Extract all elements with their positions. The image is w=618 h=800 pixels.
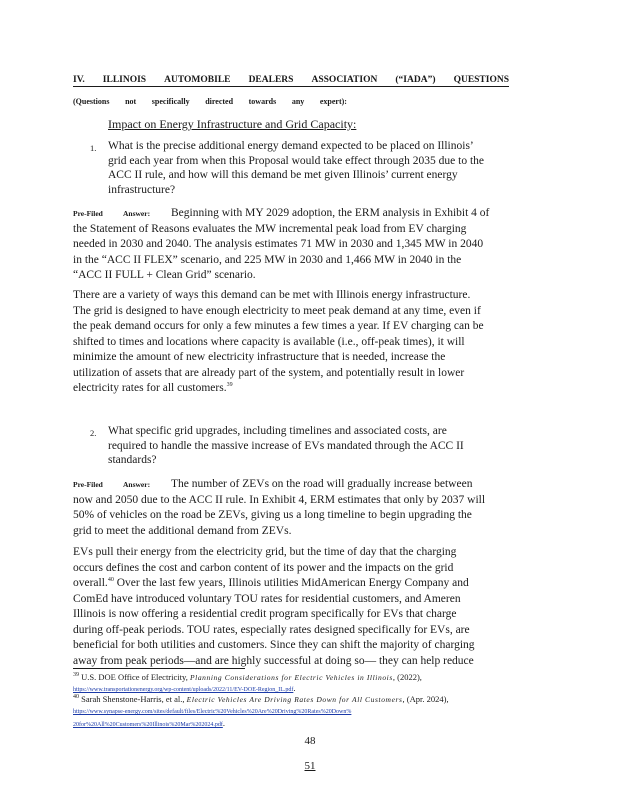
footnote-date: , (2022), bbox=[392, 672, 422, 682]
text-line: now and 2050 due to the ACC II rule. In Exhibit 4, ERM estimates that only by 2037 will bbox=[73, 493, 486, 506]
footnote-link[interactable]: 20for%20All%20Customers%20Illinois%20Mar%202024.pdf bbox=[73, 722, 223, 728]
footnote-title: Planning Considerations for Electric Vehicles in Illinois bbox=[189, 673, 393, 682]
text-line bbox=[73, 718, 509, 731]
text-line: required to handle the massive increase of EVs mandated through the ACC II bbox=[108, 439, 464, 452]
heading-word: IV. bbox=[73, 75, 85, 85]
text-line: beneficial for both utilities and customers. Since they can shift the majority of charging bbox=[73, 639, 475, 651]
footnote-39 bbox=[73, 672, 509, 696]
text-line: standards? bbox=[108, 454, 157, 467]
paragraph bbox=[73, 545, 509, 669]
footnote-author: Sarah Shenstone-Harris, et al., bbox=[79, 694, 187, 704]
text-line: the peak demand occurs for only a few minutes a few times a year. If EV charging can be bbox=[73, 320, 484, 332]
text-line: utilization of assets that are already part of the system, and potentially result in lower bbox=[73, 366, 465, 379]
heading-word: (“IADA”) bbox=[395, 75, 436, 85]
text-line: away from peak periods—and are highly successful at doing so— they can help reduce bbox=[73, 654, 474, 667]
text-line: What specific grid upgrades, including timelines and associated costs, are bbox=[108, 425, 447, 437]
subheading-word: specifically bbox=[151, 97, 190, 106]
heading-word: QUESTIONS bbox=[453, 75, 509, 85]
section-heading bbox=[73, 74, 509, 87]
heading-word: DEALERS bbox=[248, 75, 294, 85]
text-line: ComEd have introduced voluntary TOU rates for residential customers, and Ameren bbox=[73, 592, 461, 605]
text-line: in the “ACC II FLEX” scenario, and 225 MW in 2030 and 1,466 MW in 2040 in the bbox=[73, 253, 462, 266]
text-line bbox=[73, 381, 509, 397]
answer-label: Answer: bbox=[123, 209, 151, 218]
text-line: There are a variety of ways this demand can be met with Illinois energy infrastructure. bbox=[73, 289, 471, 301]
text-line: Illinois is now offering a residential credit program specifically for EVs that charge bbox=[73, 608, 457, 620]
subheading-word: towards bbox=[248, 97, 277, 106]
subheading-word: any bbox=[291, 97, 305, 106]
line-text: overall. bbox=[73, 577, 108, 589]
text-line: ACC II rule, and how will this demand be met given Illinois’ current energy bbox=[108, 169, 458, 182]
footnote-ref: 39 bbox=[226, 382, 233, 389]
answer-1 bbox=[73, 206, 509, 284]
answer-2 bbox=[73, 477, 509, 539]
footnote-title: Electric Vehicles Are Driving Rates Down for All Customers bbox=[186, 695, 403, 704]
footnote-date: , (Apr. 2024), bbox=[402, 694, 449, 704]
text-line bbox=[73, 694, 509, 705]
question-number: 2. bbox=[90, 428, 97, 438]
heading-word: AUTOMOBILE bbox=[164, 75, 231, 85]
text-line bbox=[73, 705, 509, 718]
heading-word: ILLINOIS bbox=[102, 75, 147, 85]
text-line bbox=[73, 477, 509, 493]
footnote-divider bbox=[73, 668, 245, 669]
line-text: electricity rates for all customers. bbox=[73, 382, 227, 394]
text-line: during off-peak periods. TOU rates, especially rates designed specifically for EVs, are bbox=[73, 623, 470, 636]
prefiled-label: Pre-Filed bbox=[73, 480, 103, 489]
footnote-number: 39 bbox=[73, 672, 79, 679]
text-line: EVs pull their energy from the electricity grid, but the time of day that the charging bbox=[73, 546, 457, 558]
question-1 bbox=[108, 139, 508, 197]
footnote-author: U.S. DOE Office of Electricity, bbox=[79, 672, 190, 682]
answer-first-line: The number of ZEVs on the road will gradually increase between bbox=[171, 478, 473, 490]
text-line: occurs defines the cost and carbon content of its power and the impacts on the grid bbox=[73, 561, 454, 574]
footnote-number: 40 bbox=[73, 694, 79, 701]
answer-first-line: Beginning with MY 2029 adoption, the ERM analysis in Exhibit 4 of bbox=[171, 207, 490, 219]
pdf-page-number: 51 bbox=[304, 760, 316, 772]
footnote-tail: . bbox=[293, 683, 296, 693]
question-number: 1. bbox=[90, 143, 97, 153]
subheading-word: (Questions bbox=[73, 97, 110, 106]
heading-word: ASSOCIATION bbox=[311, 75, 378, 85]
line-text: Over the last few years, Illinois utilities MidAmerican Energy Company and bbox=[113, 577, 469, 589]
subheading-word: not bbox=[125, 97, 137, 106]
footnote-tail: . bbox=[222, 718, 225, 728]
document-page-number: 48 bbox=[304, 735, 316, 747]
footnote-40 bbox=[73, 694, 509, 731]
text-line: infrastructure? bbox=[108, 183, 176, 196]
text-line: “ACC II FULL + Clean Grid” scenario. bbox=[73, 269, 256, 281]
text-line: minimize the amount of new electricity infrastructure that is needed, increase the bbox=[73, 351, 446, 363]
text-line: shifted to times and locations where capacity is available (i.e., off-peak times), it will bbox=[73, 335, 465, 348]
section-title: Impact on Energy Infrastructure and Grid Capacity: bbox=[108, 117, 357, 131]
text-line: the Statement of Reasons evaluates the MW incremental peak load from EV charging bbox=[73, 222, 467, 235]
prefiled-label: Pre-Filed bbox=[73, 209, 103, 218]
text-line bbox=[73, 206, 509, 222]
text-line: 50% of vehicles on the road be ZEVs, giving us a long timeline to begin upgrading the bbox=[73, 509, 472, 521]
text-line bbox=[73, 576, 509, 592]
answer-label: Answer: bbox=[123, 480, 151, 489]
footnote-link[interactable]: https://www.transportationenergy.org/wp-content/uploads/2022/11/EV-DOE-Region_IL.pdf bbox=[73, 687, 294, 693]
text-line: grid each year from when this Proposal would take effect through 2035 due to the bbox=[108, 154, 484, 167]
text-line: The grid is designed to have enough electricity to meet peak demand at any time, even if bbox=[73, 304, 481, 317]
question-2 bbox=[108, 424, 508, 468]
subheading bbox=[73, 97, 347, 106]
footnote-ref: 40 bbox=[107, 577, 114, 584]
text-line bbox=[73, 672, 509, 683]
text-line: What is the precise additional energy demand expected to be placed on Illinois’ bbox=[108, 140, 474, 152]
paragraph bbox=[73, 288, 509, 397]
text-line: grid to meet the additional demand from ZEVs. bbox=[73, 524, 292, 537]
subheading-word: directed bbox=[205, 97, 234, 106]
footnote-link[interactable]: https://www.synapse-energy.com/sites/default/files/Electric%20Vehicles%20Are%20Driving%20Rates%20Down% bbox=[73, 709, 352, 715]
text-line: needed in 2030 and 2040. The analysis estimates 71 MW in 2030 and 1,345 MW in 2040 bbox=[73, 238, 484, 250]
subheading-word: expert): bbox=[319, 97, 347, 106]
